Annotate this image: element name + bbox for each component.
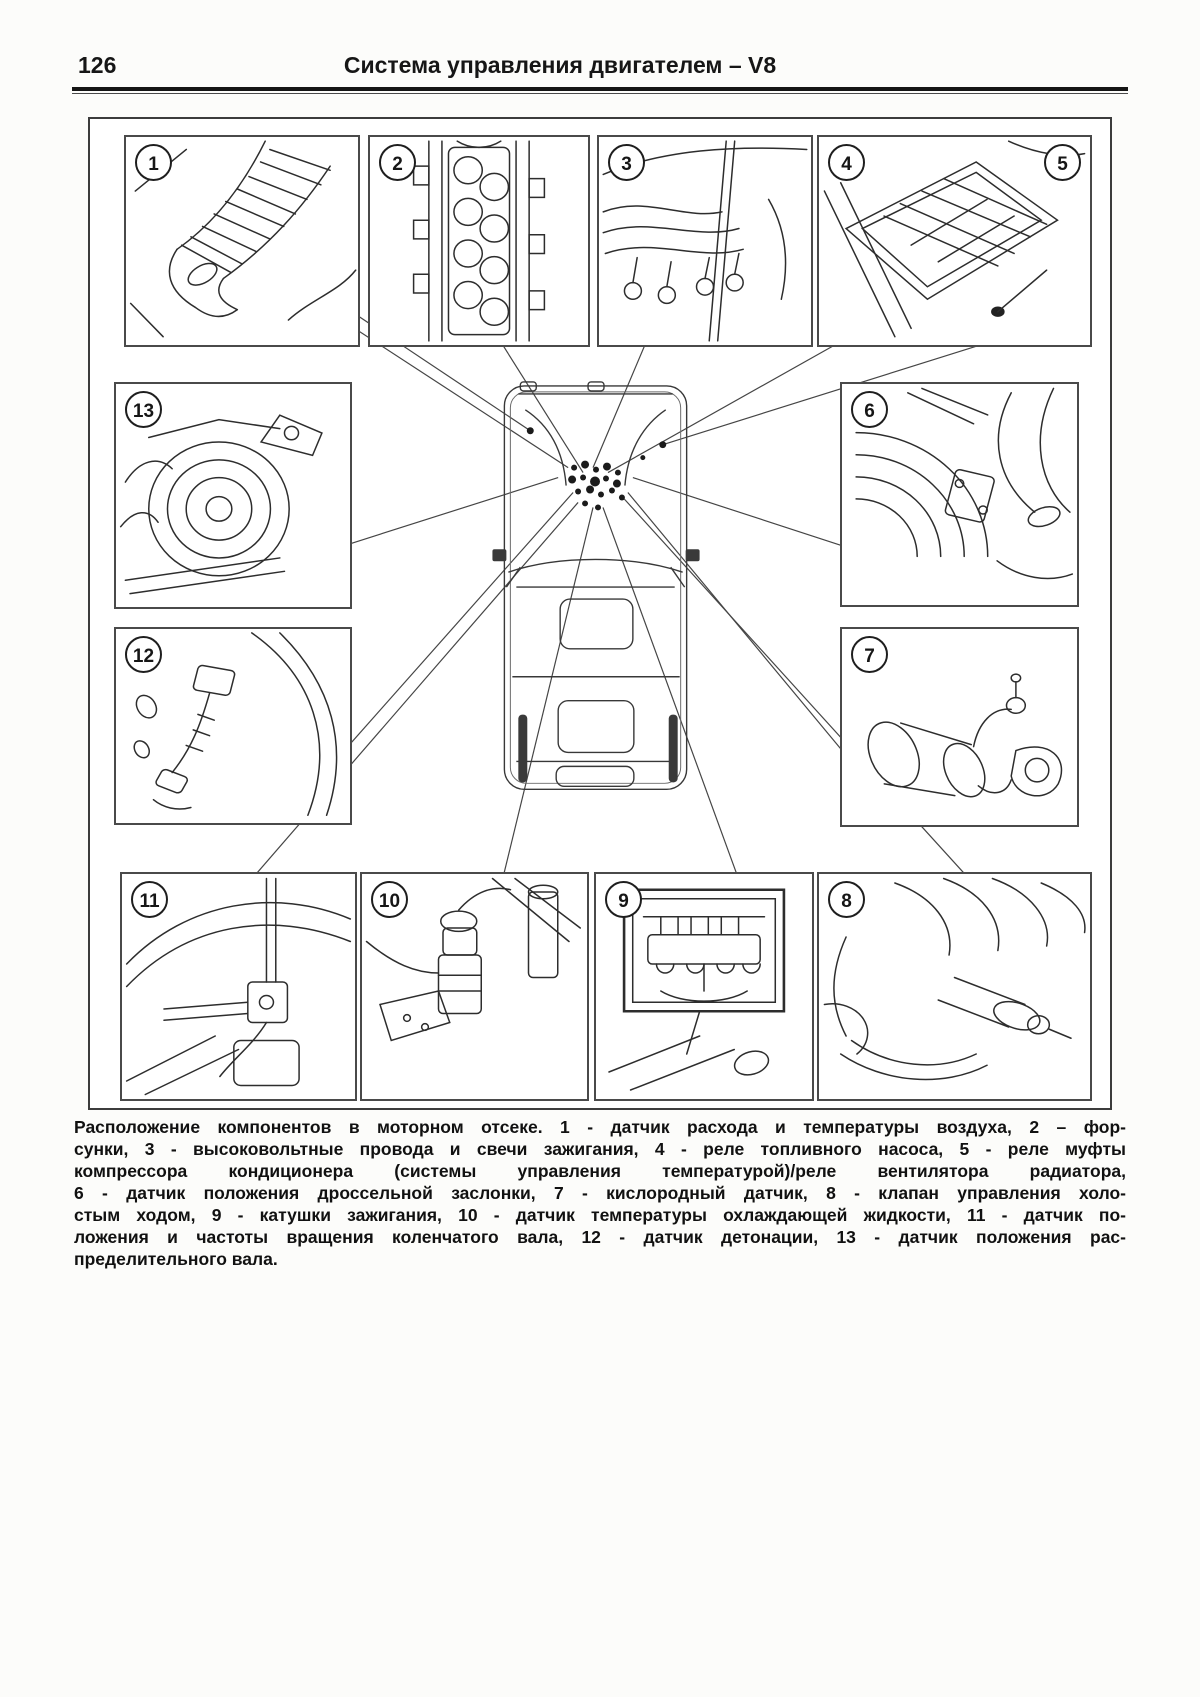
panel-number-badge: 2 [379, 144, 416, 181]
caption-line: стым ходом, 9 - катушки зажигания, 10 - датчик температуры охлаждающей жидкости, 11 - датчик по- [74, 1205, 1126, 1225]
panel-number-badge: 8 [828, 881, 865, 918]
panel-number-badge: 10 [371, 881, 408, 918]
header-rule [72, 87, 1128, 91]
caption-line: 6 - датчик положения дроссельной заслонки, 7 - кислородный датчик, 8 - клапан управления холо- [74, 1183, 1126, 1203]
panel-7-oxygen-sensor [840, 627, 1079, 827]
component-location-figure [88, 117, 1112, 1110]
panel-10-coolant-sensor [360, 872, 589, 1101]
panel-number-badge: 13 [125, 391, 162, 428]
panel-13-camshaft-sensor [114, 382, 352, 609]
panel-number-badge: 5 [1044, 144, 1081, 181]
caption-line: сунки, 3 - высоковольтные провода и свечи зажигания, 4 - реле топливного насоса, 5 - реле муфты [74, 1139, 1126, 1159]
caption-line: Расположение компонентов в моторном отсеке. 1 - датчик расхода и температуры воздуха, 2 – фор- [74, 1117, 1126, 1137]
header-rule-thin [72, 93, 1128, 94]
page-title: Система управления двигателем – V8 [343, 52, 777, 78]
caption-line: пределительного вала. [74, 1249, 278, 1269]
panel-6-throttle-sensor [840, 382, 1079, 607]
panel-number-badge: 12 [125, 636, 162, 673]
panel-3-ht-leads [597, 135, 813, 347]
panel-11-crankshaft-sensor [120, 872, 357, 1101]
panel-number-badge: 4 [828, 144, 865, 181]
panel-number-badge: 3 [608, 144, 645, 181]
panel-number-badge: 6 [851, 391, 888, 428]
panel-number-badge: 1 [135, 144, 172, 181]
panel-number-badge: 7 [851, 636, 888, 673]
panel-number-badge: 9 [605, 881, 642, 918]
panel-2-injectors [368, 135, 590, 347]
panel-9-ignition-coils [594, 872, 814, 1101]
figure-caption [74, 1116, 1126, 1270]
caption-line: ложения и частоты вращения коленчатого вала, 12 - датчик детонации, 13 - датчик положения рас- [74, 1227, 1126, 1247]
panel-4-5-relays [817, 135, 1092, 347]
component-location-dots [527, 427, 666, 510]
caption-line: компрессора кондиционера (системы управления температурой)/реле вентилятора радиатора, [74, 1161, 1126, 1181]
panel-number-badge: 11 [131, 881, 168, 918]
page-number: 126 [78, 52, 117, 78]
panel-1-airflow-sensor [124, 135, 360, 347]
panel-12-knock-sensor [114, 627, 352, 825]
panel-8-idle-air-valve [817, 872, 1092, 1101]
